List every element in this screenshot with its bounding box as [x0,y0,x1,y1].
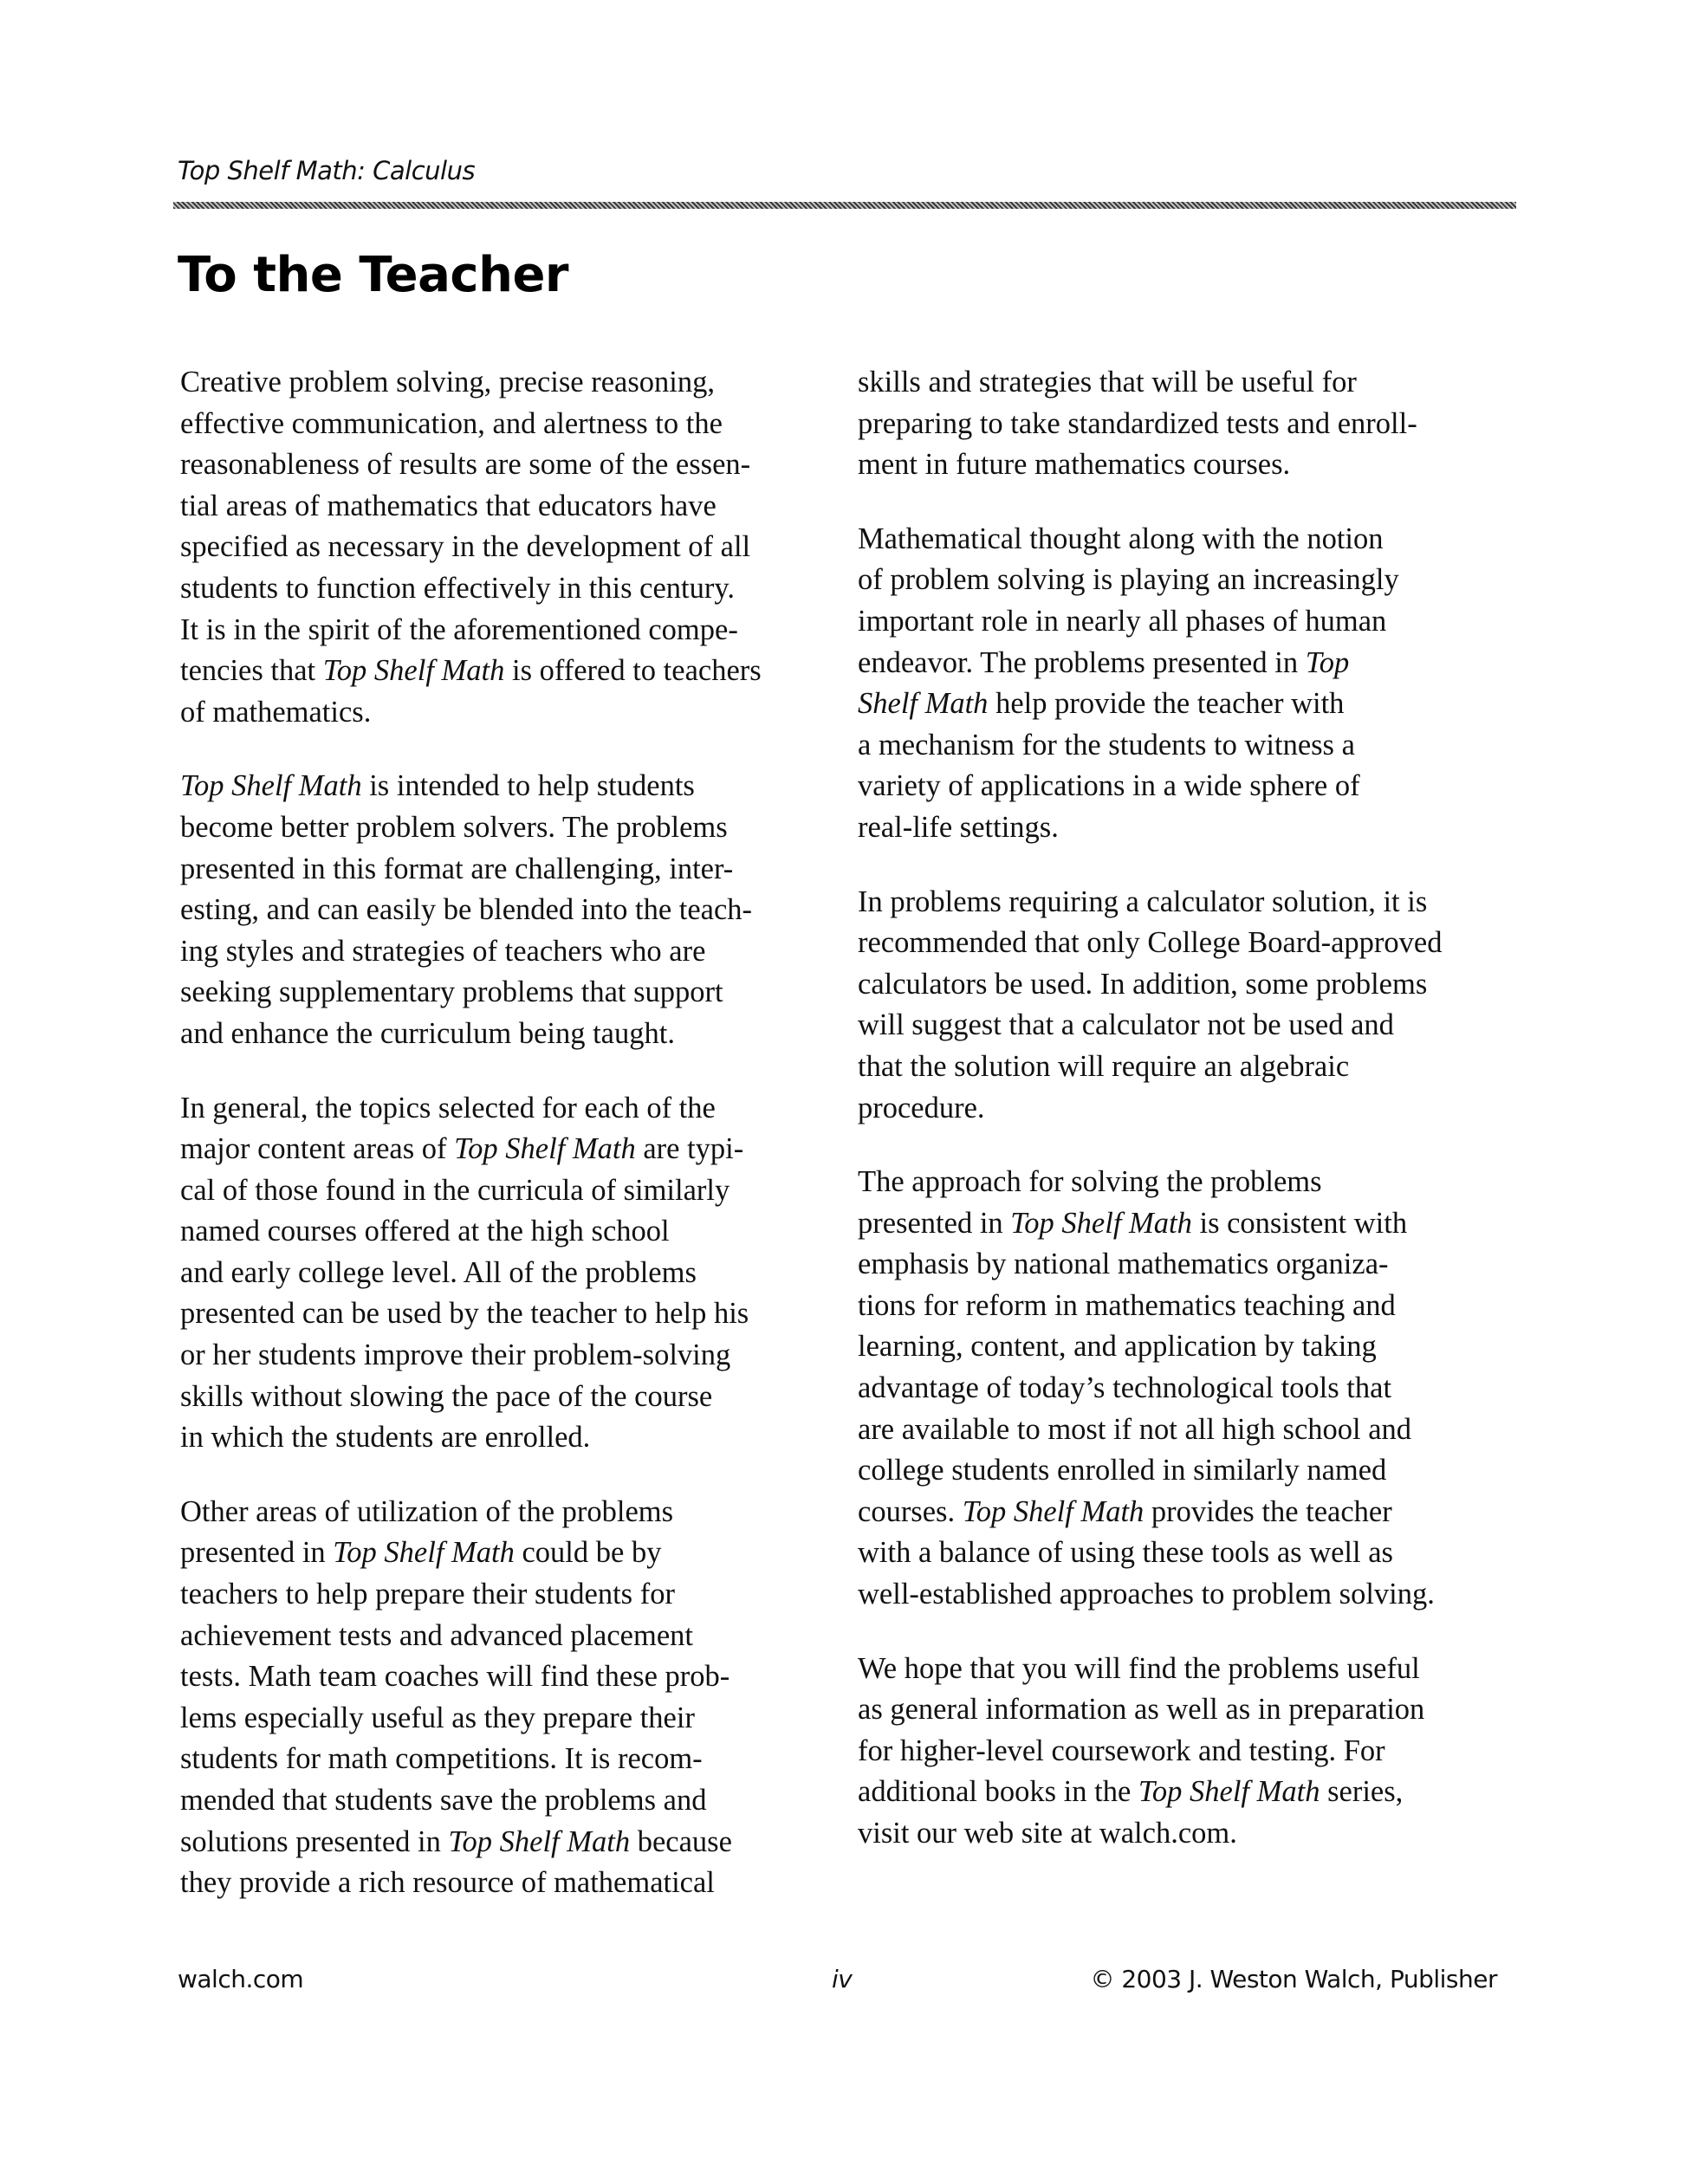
text-line [180,651,839,692]
text-segment: learning, content, and application by taking [858,1330,1377,1364]
text-segment: We hope that you will find the problems useful [858,1651,1420,1685]
text-segment: a mechanism for the students to witness a [858,728,1355,761]
text-line [858,444,1516,486]
text-segment: become better problem solvers. The problems [180,810,728,844]
text-segment: important role in nearly all phases of human [858,604,1387,638]
text-segment: could be by [514,1536,662,1570]
page-title: To the Teacher [178,247,569,303]
text-line [180,1014,839,1055]
italic-book-title: Top Shelf Math [448,1824,631,1858]
text-segment: that the solution will require an algebraic [858,1049,1350,1083]
text-segment: additional books in the [858,1775,1138,1809]
text-line [180,1656,839,1698]
text-line [858,1244,1516,1286]
text-segment: tests. Math team coaches will find these prob- [180,1660,730,1694]
paragraph [858,519,1516,849]
text-segment: ment in future mathematics courses. [858,448,1291,482]
text-line [180,1253,839,1294]
text-line [858,882,1516,924]
text-segment: is intended to help students [361,769,695,803]
text-line [180,1293,839,1335]
text-segment: and enhance the curriculum being taught. [180,1016,675,1050]
text-segment: procedure. [858,1091,985,1124]
text-line [858,1368,1516,1410]
text-segment: Creative problem solving, precise reasoning, [180,366,715,399]
text-segment: for higher-level coursework and testing. For [858,1734,1385,1767]
text-segment: The approach for solving the problems [858,1165,1322,1199]
text-line [858,1088,1516,1130]
paragraph [180,362,839,733]
text-segment: effective communication, and alertness to the [180,406,723,440]
text-segment: in which the students are enrolled. [180,1421,591,1455]
text-segment: In general, the topics selected for each of the [180,1091,716,1124]
text-line [180,1574,839,1616]
text-line [858,1574,1516,1616]
italic-book-title: Top Shelf Math [962,1494,1145,1528]
text-line [858,1326,1516,1368]
text-line [180,1335,839,1377]
text-segment: is offered to teachers [504,654,762,688]
text-segment: ing styles and strategies of teachers who are [180,934,706,968]
text-line [180,1780,839,1822]
text-segment: with a balance of using these tools as well as [858,1536,1393,1570]
text-line [180,1492,839,1533]
text-segment: or her students improve their problem-solving [180,1338,731,1372]
text-line [858,1410,1516,1451]
italic-book-title: Top Shelf Math [180,769,362,803]
text-segment: achievement tests and advanced placement [180,1618,693,1652]
text-line [180,1088,839,1130]
text-line [858,1450,1516,1492]
text-segment: and early college level. All of the problems [180,1255,697,1289]
text-segment: In problems requiring a calculator solution, it is [858,885,1428,918]
text-line [180,1739,839,1780]
text-segment: help provide the teacher with [988,687,1345,721]
text-segment: series, [1320,1775,1404,1809]
text-line [858,1203,1516,1245]
text-line [858,807,1516,849]
text-line [858,684,1516,725]
text-line [180,1822,839,1863]
text-segment: courses. [858,1494,963,1528]
text-line [180,404,839,445]
text-line [858,1772,1516,1813]
footer-page-number: iv [832,1965,853,1993]
text-line [858,643,1516,684]
text-segment: students for math competitions. It is recom- [180,1742,703,1776]
text-segment: reasonableness of results are some of the essen- [180,448,751,482]
paragraph [858,1649,1516,1855]
text-segment: tions for reform in mathematics teaching and [858,1288,1396,1322]
text-segment: of problem solving is playing an increasingly [858,563,1399,597]
text-segment: solutions presented in [180,1824,449,1858]
text-line [858,519,1516,561]
text-line [180,1129,839,1170]
text-line [180,1211,839,1253]
text-segment: calculators be used. In addition, some problems [858,967,1428,1001]
text-line [180,568,839,610]
running-header-title: Top Shelf Math: Calculus [178,156,476,185]
text-line [180,1377,839,1418]
paragraph [858,1162,1516,1616]
text-line [858,1047,1516,1088]
text-line [180,1863,839,1904]
paragraph [180,1088,839,1459]
text-line [180,692,839,734]
text-line [180,527,839,568]
paragraph [180,1492,839,1904]
text-line [180,1533,839,1574]
text-line [858,1492,1516,1533]
paragraph [858,882,1516,1130]
text-line [180,931,839,973]
text-segment: as general information as well as in preparation [858,1693,1425,1727]
italic-book-title: Top Shelf Math [333,1536,515,1570]
italic-book-title: Top Shelf Math [1010,1206,1192,1240]
text-segment: presented in this format are challenging, inter- [180,852,734,885]
text-segment: skills and strategies that will be useful for [858,366,1357,399]
text-line [180,890,839,931]
text-segment: cal of those found in the curricula of similarly [180,1173,730,1207]
text-segment: teachers to help prepare their students for [180,1578,675,1611]
italic-book-title: Top [1305,645,1350,679]
footer-website: walch.com [178,1965,304,1993]
text-line [180,1417,839,1459]
text-segment: real-life settings. [858,810,1059,844]
text-line [180,444,839,486]
paragraph [180,766,839,1054]
text-segment: college students enrolled in similarly named [858,1454,1387,1487]
text-line [858,964,1516,1006]
text-segment: variety of applications in a wide sphere of [858,769,1360,803]
text-line [858,362,1516,404]
text-segment: presented in [180,1536,334,1570]
text-segment: students to function effectively in this century. [180,571,736,605]
text-line [180,610,839,651]
text-segment: seeking supplementary problems that support [180,975,723,1009]
text-line [180,1698,839,1740]
text-segment: is consistent with [1191,1206,1408,1240]
text-segment: are typi- [635,1132,744,1166]
text-segment: mended that students save the problems and [180,1784,707,1817]
text-line [858,1286,1516,1327]
text-line [180,972,839,1014]
text-segment: major content areas of [180,1132,455,1166]
text-line [858,1813,1516,1855]
italic-book-title: Top Shelf Math [1138,1775,1320,1809]
left-text-column [180,362,839,1937]
text-segment: presented can be used by the teacher to help his [180,1297,749,1331]
text-segment: Mathematical thought along with the notion [858,522,1384,555]
text-segment: specified as necessary in the development of all [180,530,751,564]
text-line [858,404,1516,445]
text-segment: tencies that [180,654,323,688]
text-segment: will suggest that a calculator not be used and [858,1008,1394,1042]
italic-book-title: Top Shelf Math [454,1132,636,1166]
text-segment: endeavor. The problems presented in [858,645,1306,679]
text-line [180,807,839,849]
text-segment: skills without slowing the pace of the course [180,1379,713,1413]
text-line [180,766,839,807]
text-segment: they provide a rich resource of mathematical [180,1866,715,1900]
footer-copyright: © 2003 J. Weston Walch, Publisher [1090,1965,1497,1993]
text-segment: because [630,1824,732,1858]
text-segment: tial areas of mathematics that educators have [180,489,717,522]
text-segment: visit our web site at walch.com. [858,1817,1237,1850]
text-segment: lems especially useful as they prepare their [180,1701,695,1734]
text-line [858,725,1516,767]
text-line [180,362,839,404]
text-line [858,1533,1516,1574]
text-line [858,560,1516,601]
text-segment: named courses offered at the high school [180,1215,670,1248]
text-line [180,1616,839,1657]
text-segment: presented in [858,1206,1011,1240]
text-line [858,1689,1516,1731]
text-line [858,601,1516,643]
italic-book-title: Top Shelf Math [322,654,505,688]
paragraph [858,362,1516,486]
text-segment: provides the teacher [1144,1494,1392,1528]
text-segment: emphasis by national mathematics organiza- [858,1248,1389,1281]
text-segment: preparing to take standardized tests and enroll- [858,406,1417,440]
text-line [858,766,1516,807]
text-segment: advantage of today’s technological tools that [858,1371,1392,1405]
text-segment: of mathematics. [180,695,372,729]
text-line [180,1170,839,1212]
text-line [858,1162,1516,1203]
text-segment: recommended that only College Board-approved [858,926,1443,960]
right-text-column [858,362,1516,1888]
text-line [858,1005,1516,1047]
text-line [858,1649,1516,1690]
text-segment: esting, and can easily be blended into the teach- [180,893,753,927]
text-segment: It is in the spirit of the aforementioned compe- [180,612,738,646]
header-rule-divider [173,202,1516,209]
text-segment: well-established approaches to problem solving. [858,1578,1435,1611]
text-line [858,1731,1516,1772]
text-segment: Other areas of utilization of the problems [180,1494,674,1528]
italic-book-title: Shelf Math [858,687,989,721]
text-line [180,486,839,528]
text-line [858,923,1516,964]
text-segment: are available to most if not all high school and [858,1412,1412,1446]
text-line [180,849,839,891]
